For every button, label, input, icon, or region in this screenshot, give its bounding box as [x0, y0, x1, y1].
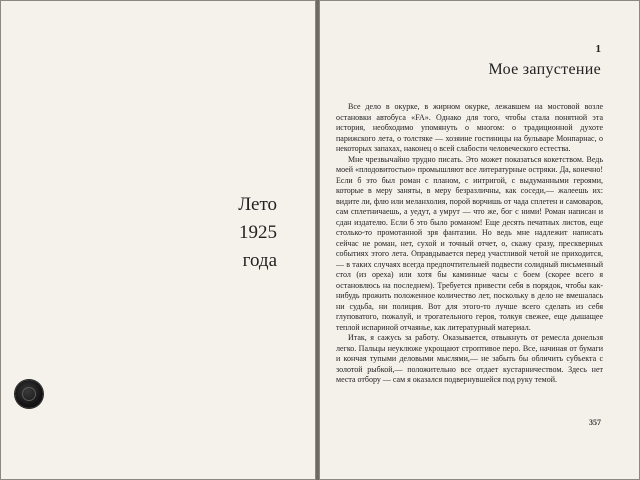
paragraph: Мне чрезвычайно трудно писать. Это может показаться кокетством. Ведь моей «плодовитостью» промышляют все литературные остряки. Да, конечно! Если б это был роман с планом, с интригой, с выдуманными героями, которые в меру заняты, в меру безразличны, как соседи,— жалеешь их: видите ли, флю или меланхолия, порой ворчишь от чада сплетен и самоваров, сам сплетничаешь, а уедут, а умрут — что же, бог с ними! Роман написан и сдан издателю. Если б это было романом! Еще десять печатных листов, еще столько-то промотанной зря фантазии. Но ведь мне надлежит написать сейчас не роман, нет, сухой и точный отчет, о, скажу сразу, прескверных событиях этого лета. Оправдывается перед участливой четой не приходится,— в таких случаях всегда предпочтительней подвести солидный письменный стол (из ореха) или хотя бы каминные часы с боем (скорее всего я остановлюсь на последнем). Требуется привести себя в порядок, чтобы как-нибудь прожить положенное количество лет, поскольку в дело не вмешалась ни судьба, ни полиция. Вот для этого-то лучше всего сделать из себя глуповатого, пожалуй, и трогательного героя, толкуя свежее, еще дышащее теплой испариной отчаянье, как литературный материал. [336, 154, 603, 332]
chapter-body [336, 102, 603, 386]
paragraph: Итак, я сажусь за работу. Оказывается, отвыкнуть от ремесла донельзя легко. Пальцы неуклюже укрощают строптивое перо. Все, начиная от бумаги и кончая тупыми деловыми мыслями,— не забыть бы обличить субъекта с золотой рыбкой,— положительно все отдает кустарничеством. Здесь нет места отбору — сам я оказался подвернувшейся под руку темой. [336, 333, 603, 384]
left-page [0, 0, 316, 480]
section-title-line: Лето [238, 194, 277, 215]
paragraph: Все дело в окурке, в жирном окурке, лежавшем на мостовой возле остановки автобуса «FA». Однако для того, чтобы стала понятной эта история, необходимо упомянуть о многом: о традиционной духоте парижского лета, о толстяке — хозяине гостиницы на бульваре Монпарнас, о некоторых запахах, наконец о всей слабости человеческого естества. [336, 102, 603, 153]
page-number: 357 [589, 418, 601, 427]
chapter-number: 1 [595, 43, 601, 55]
section-title-line: года [242, 250, 277, 271]
right-page [319, 0, 640, 480]
section-title-line: 1925 [239, 222, 277, 243]
section-title [238, 191, 277, 275]
ink-stamp [15, 380, 43, 408]
chapter-title: Мое запустение [488, 61, 601, 78]
